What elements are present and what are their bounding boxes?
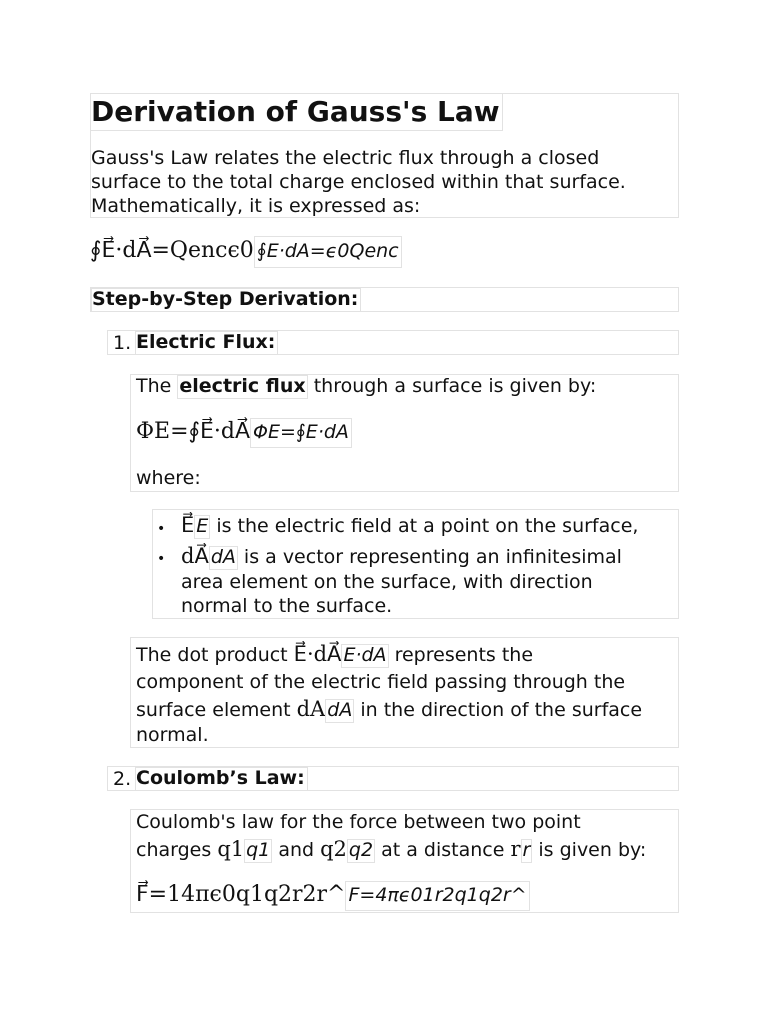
dot-line-3-prefix: surface element [136, 699, 297, 721]
coulomb-prefix: charges [136, 839, 218, 861]
section-heading-wrap [91, 287, 361, 312]
r-tex: r [522, 839, 531, 861]
flux-equation-display: ΦE=∮E⃗·dA⃗ [136, 419, 251, 444]
coulomb-line-2 [136, 837, 646, 863]
bullet-2-text: is a vector representing an infinitesimal [237, 546, 622, 568]
intro-line-2: surface to the total charge enclosed within that surface. [91, 171, 626, 193]
intro-line-3: Mathematically, it is expressed as: [91, 195, 421, 217]
dot-line-3-tex: dA [327, 699, 353, 721]
dot-suffix: represents the [388, 644, 534, 666]
bullet-dot-2: • [157, 551, 166, 567]
q1-tex: q1 [246, 839, 271, 861]
flux-equation [136, 418, 352, 448]
bullet-1-symbol: E⃗ [181, 513, 195, 537]
bullet-1-text: is the electric field at a point on the surface, [210, 515, 639, 537]
bullet-2-symbol: dA⃗ [181, 544, 209, 568]
step-2-title-wrap [135, 766, 308, 791]
gauss-equation-tex: ∮E·dA=ϵ0Qenc [254, 236, 402, 268]
dot-display: E⃗·dA⃗ [293, 642, 342, 666]
dot-line-3-display: dA [296, 697, 326, 721]
gauss-equation-display: ∮E⃗·dA⃗=Qencϵ0 [90, 238, 254, 263]
flux-suffix: through a surface is given by: [307, 375, 597, 397]
and-text: and [272, 839, 321, 861]
flux-line [136, 374, 596, 399]
bullet-2-line-3: normal to the surface. [181, 595, 393, 617]
bullet-1-symbol-tex: E [196, 515, 209, 537]
q2-display: q2 [320, 837, 347, 861]
bullet-2-symbol-tex: dA [210, 546, 236, 568]
flux-prefix: The [136, 375, 178, 397]
coulomb-equation [136, 881, 530, 911]
coulomb-equation-display: F⃗=14πϵ0q1q2r2r^ [136, 882, 346, 907]
gauss-equation [90, 236, 402, 268]
page-title: Derivation of Gauss's Law [90, 93, 503, 131]
flux-equation-tex: ΦE=∮E·dA [250, 418, 352, 448]
intro-line-1: Gauss's Law relates the electric flux through a closed [91, 147, 600, 169]
dot-line-3 [136, 697, 642, 723]
bullet-1 [181, 513, 638, 539]
dot-line-3-suffix: in the direction of the surface [354, 699, 643, 721]
coulomb-equation-tex: F=4πϵ01r2q1q2r^ [345, 881, 529, 911]
section-heading: Step-by-Step Derivation: [91, 288, 361, 312]
page-title-wrap [90, 93, 503, 131]
step-1-number: 1. [113, 332, 132, 354]
q1-display: q1 [217, 837, 245, 861]
step-2-number: 2. [113, 768, 132, 790]
step-1-title: Electric Flux: [135, 331, 278, 355]
step-1-title-wrap [135, 330, 278, 355]
dot-prefix: The dot product [136, 644, 294, 666]
bullet-2-line-2: area element on the surface, with direction [181, 571, 593, 593]
r-display: r [510, 837, 521, 861]
dot-line-2: component of the electric field passing through the [136, 671, 626, 693]
bullet-2 [181, 544, 622, 570]
q2-tex: q2 [348, 839, 374, 861]
dot-tex: E·dA [343, 644, 387, 666]
given-text: is given by: [532, 839, 647, 861]
step-2-title: Coulomb’s Law: [135, 767, 308, 791]
distance-text: at a distance [375, 839, 511, 861]
flux-bold-term: electric flux [179, 375, 306, 397]
dot-line-4: normal. [136, 724, 209, 746]
coulomb-line-1: Coulomb's law for the force between two point [136, 811, 581, 833]
bullet-dot-1: • [157, 521, 166, 537]
dot-line-1 [136, 642, 533, 668]
where-label: where: [136, 467, 201, 489]
